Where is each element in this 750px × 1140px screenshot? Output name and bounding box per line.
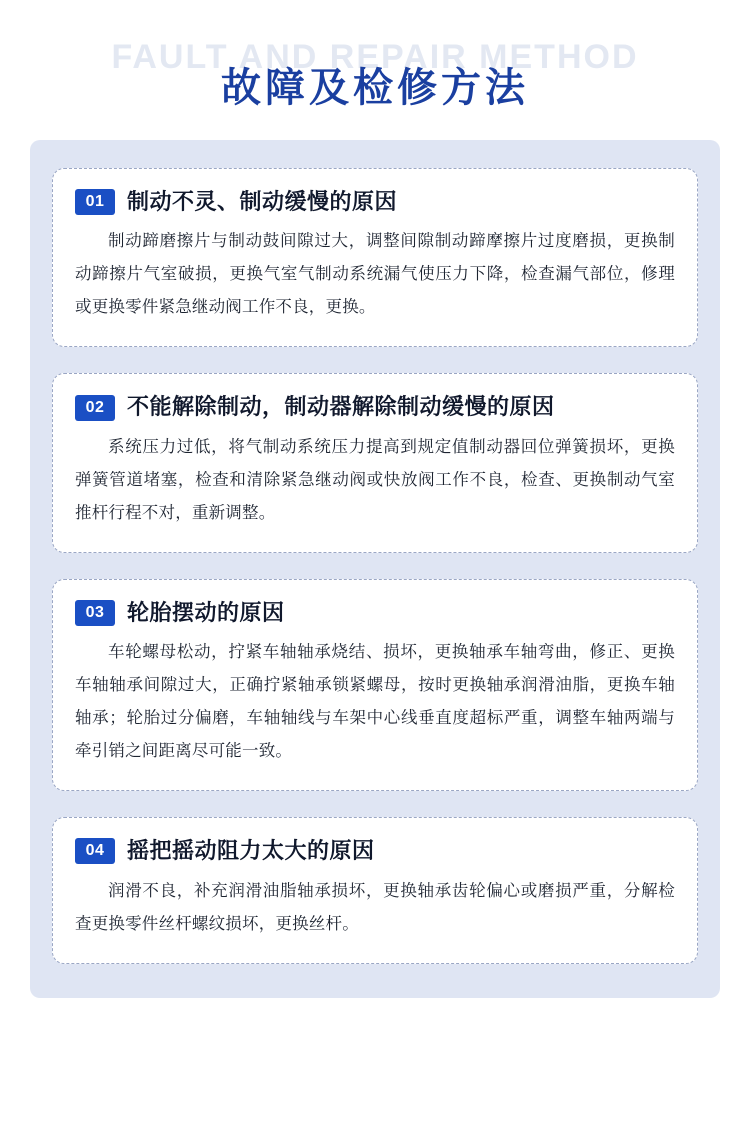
section-header <box>75 394 675 420</box>
page-title: 故障及检修方法 <box>221 66 529 110</box>
section-card <box>52 168 698 347</box>
page-header <box>0 0 750 140</box>
section-card <box>52 579 698 791</box>
section-number-badge: 02 <box>75 395 115 421</box>
section-card <box>52 817 698 963</box>
section-title: 制动不灵、制动缓慢的原因 <box>127 189 398 214</box>
section-number-badge: 01 <box>75 189 115 215</box>
section-body: 润滑不良，补充润滑油脂轴承损坏，更换轴承齿轮偏心或磨损严重，分解检查更换零件丝杆螺纹损坏，更换丝杆。 <box>75 881 675 933</box>
section-number-badge: 04 <box>75 838 115 864</box>
sections-panel <box>30 140 720 998</box>
section-card <box>52 373 698 552</box>
section-title: 不能解除制动，制动器解除制动缓慢的原因 <box>127 394 555 420</box>
section-body: 系统压力过低，将气制动系统压力提高到规定值制动器回位弹簧损坏，更换弹簧管道堵塞，检查和清除紧急继动阀或快放阀工作不良，检查、更换制动气室推杆行程不对，重新调整。 <box>75 437 675 522</box>
section-title: 摇把摇动阻力太大的原因 <box>127 838 375 864</box>
section-header <box>75 600 675 626</box>
section-body: 车轮螺母松动，拧紧车轴轴承烧结、损坏，更换轴承车轴弯曲，修正、更换车轴轴承间隙过大，正确拧紧轴承锁紧螺母，按时更换轴承润滑油脂，更换车轴轴承；轮胎过分偏磨，车轴轴线与车架中心线垂直度超标严重，调整车轴两端与牵引销之间距离尽可能一致。 <box>75 643 675 761</box>
section-header <box>75 189 675 215</box>
section-header <box>75 838 675 864</box>
section-body: 制动蹄磨擦片与制动鼓间隙过大，调整间隙制动蹄摩擦片过度磨损，更换制动蹄擦片气室破损，更换气室气制动系统漏气使压力下降，检查漏气部位，修理或更换零件紧急继动阀工作不良，更换。 <box>75 232 675 317</box>
section-title: 轮胎摆动的原因 <box>127 599 285 625</box>
header-watermark-text: FAULT AND REPAIR METHOD <box>111 38 639 76</box>
section-number-badge: 03 <box>75 600 115 626</box>
